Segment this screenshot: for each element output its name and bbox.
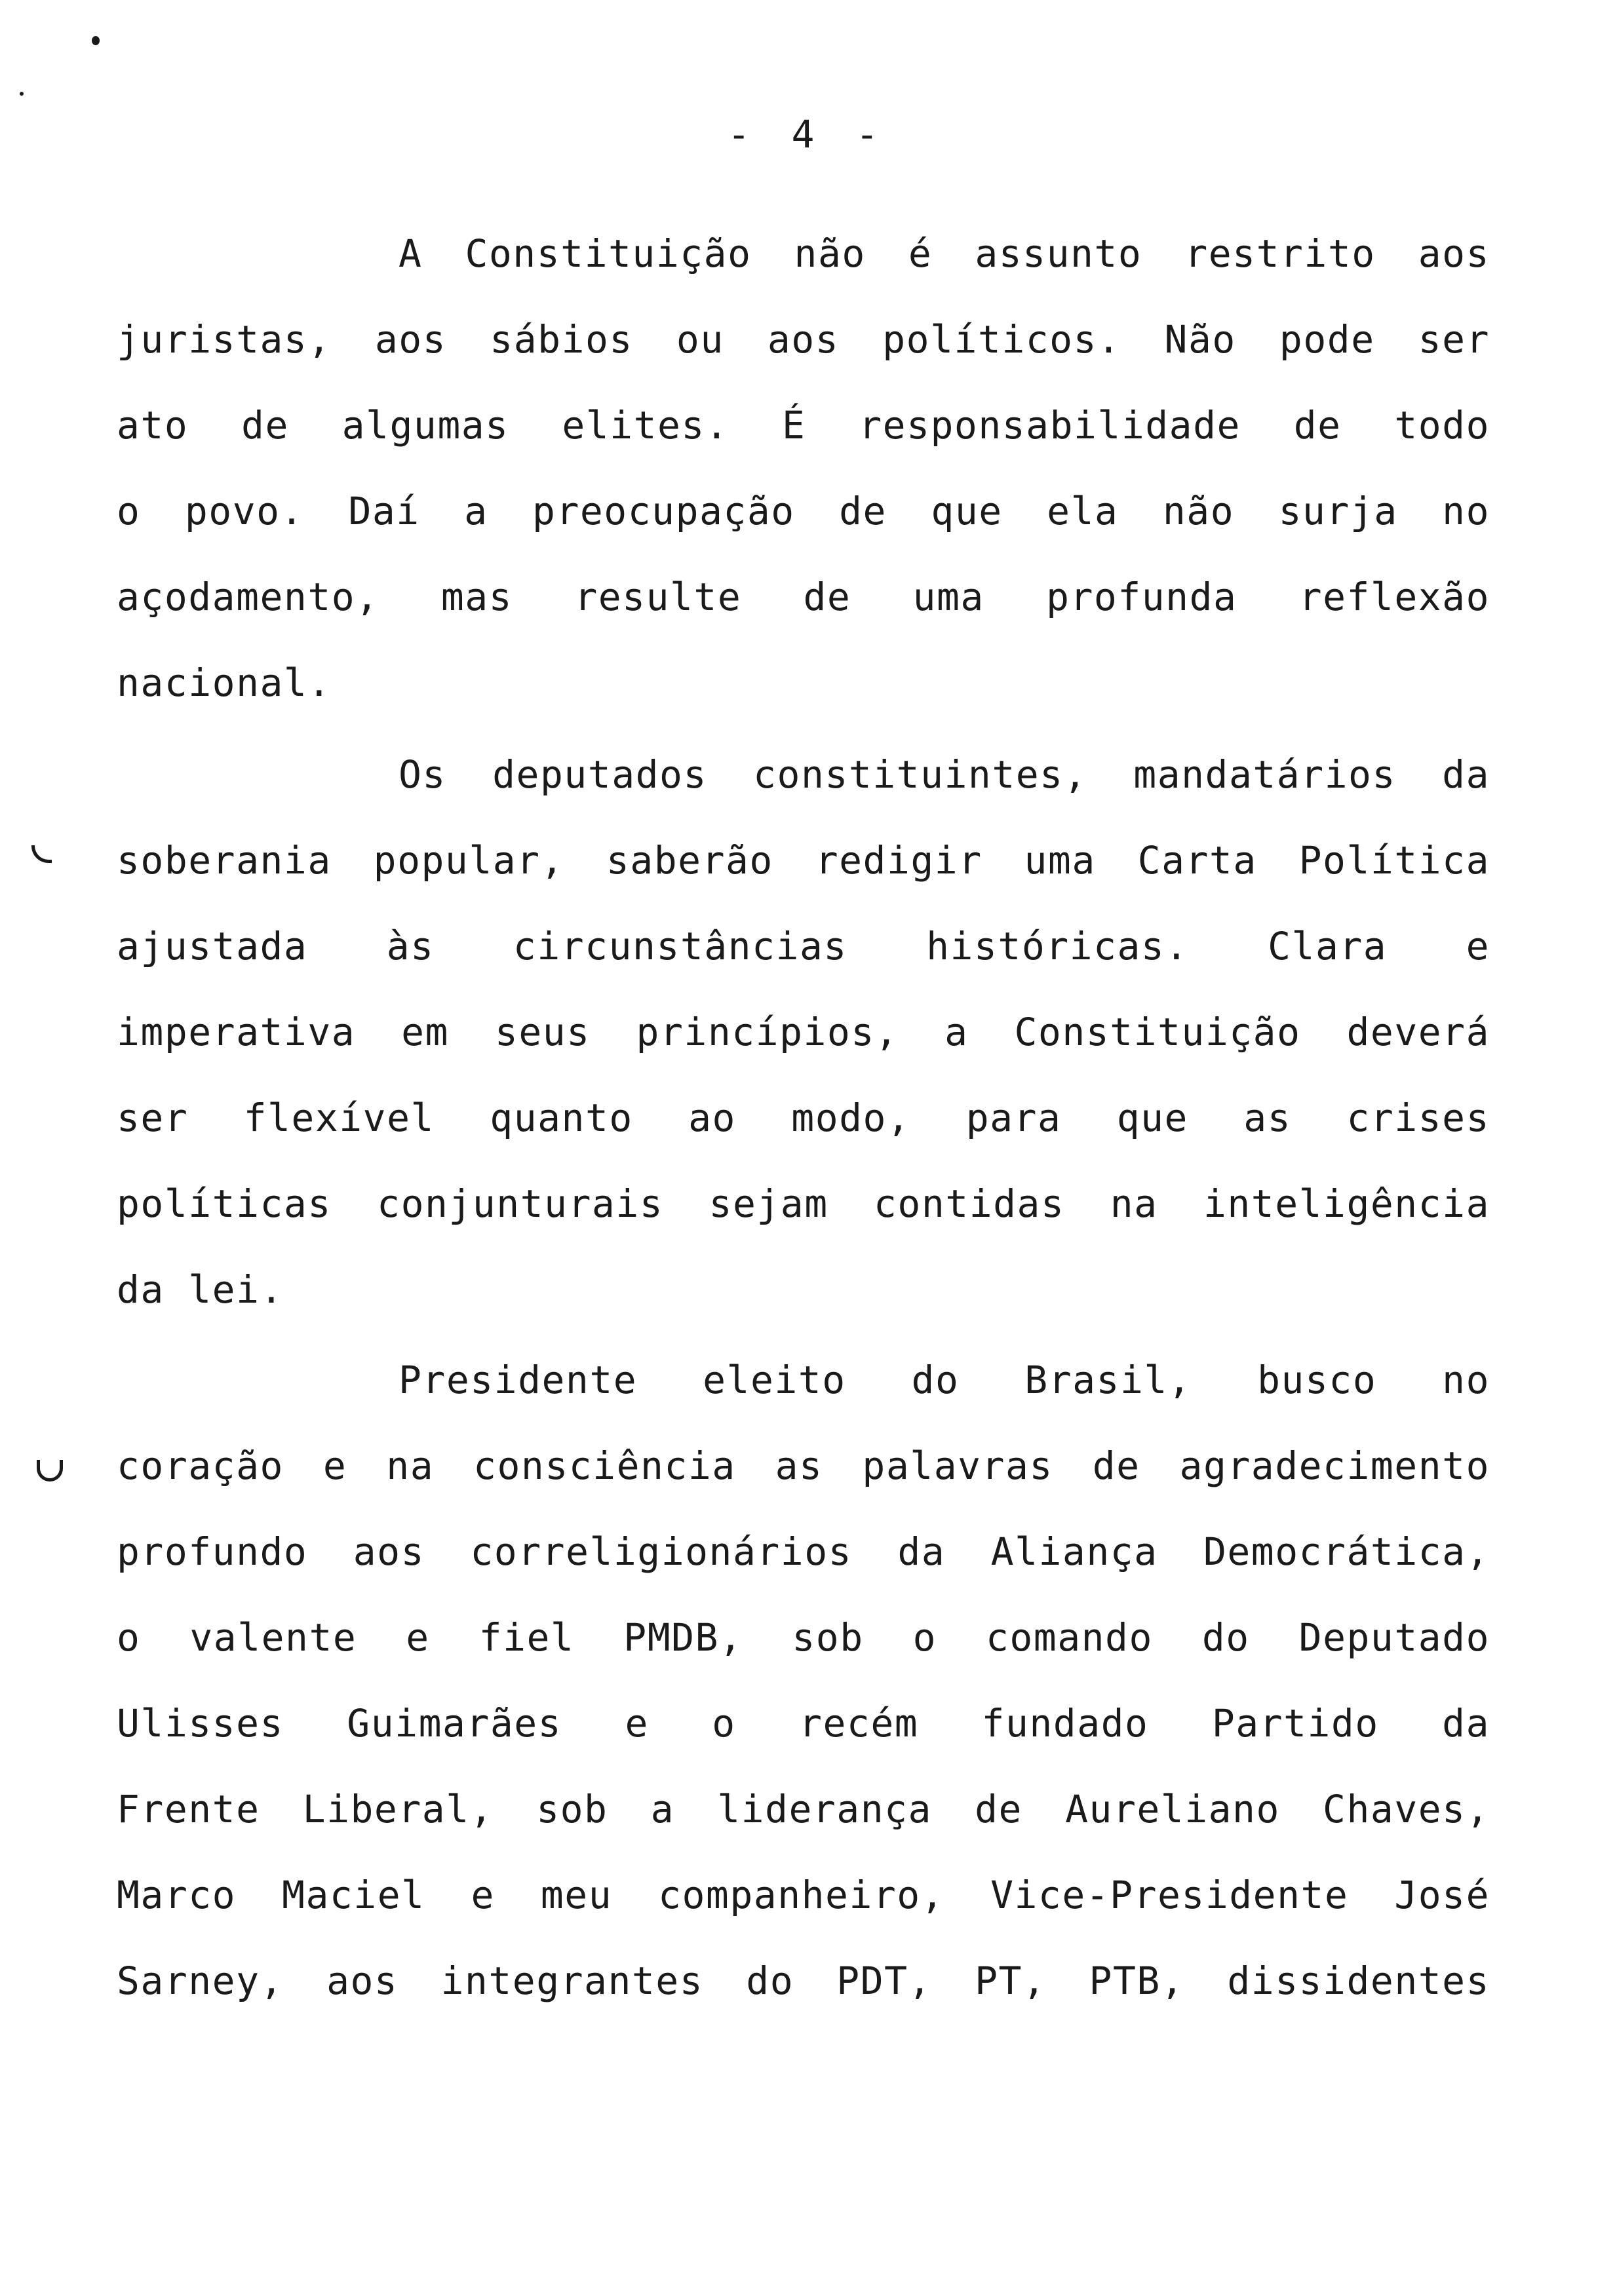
text-line: Marco Maciel e meu companheiro, Vice-Presidente José [117,1873,1490,1917]
text-line: Os deputados constituintes, mandatários da [399,752,1490,797]
scan-speck-small [20,92,24,96]
text-line: políticas conjunturais sejam contidas na inteligência [117,1181,1490,1226]
text-line: soberania popular, saberão redigir uma Carta Política [117,838,1490,883]
text-line: ajustada às circunstâncias históricas. Clara e [117,924,1490,968]
text-line: Frente Liberal, sob a liderança de Aureliano Chaves, [117,1787,1490,1831]
text-line: ser flexível quanto ao modo, para que as crises [117,1096,1490,1140]
text-line: açodamento, mas resulte de uma profunda reflexão [117,575,1490,619]
text-line: nacional. [117,660,332,705]
text-line: juristas, aos sábios ou aos políticos. Não pode ser [117,317,1490,362]
scan-speck-top [92,36,100,45]
paragraph-3 [117,1337,1490,2024]
paragraph-2 [117,732,1490,1333]
text-line: Sarney, aos integrantes do PDT, PT, PTB, dissidentes [117,1959,1490,2003]
paragraph-1 [117,211,1490,726]
text-line: imperativa em seus princípios, a Constituição deverá [117,1010,1490,1054]
text-line: profundo aos correligionários da Aliança Democrática, [117,1529,1490,1574]
text-line: ato de algumas elites. É responsabilidade de todo [117,403,1490,448]
margin-mark-1 [31,845,52,863]
page-number: - 4 - [727,112,888,157]
text-line: o valente e fiel PMDB, sob o comando do Deputado [117,1615,1490,1660]
text-line: Ulisses Guimarães e o recém fundado Partido da [117,1701,1490,1746]
text-line: Presidente eleito do Brasil, busco no [399,1358,1490,1402]
text-line: da lei. [117,1267,284,1312]
text-line: coração e na consciência as palavras de agradecimento [117,1444,1490,1488]
text-line: o povo. Daí a preocupação de que ela não surja no [117,489,1490,533]
margin-mark-2 [37,1460,63,1482]
text-line: A Constituição não é assunto restrito aos [399,231,1490,276]
